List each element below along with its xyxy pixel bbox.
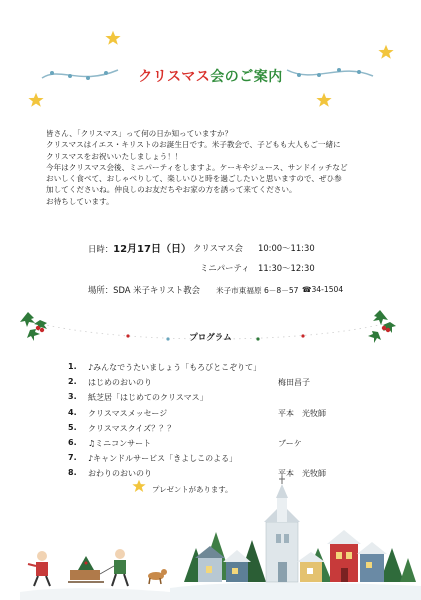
list-item: 6. ♫ミニコンサート ブーケ: [68, 437, 302, 448]
children-sled-icon: [28, 549, 167, 586]
holly-garland-icon: [18, 306, 408, 350]
event2-time: 11:30～12:30: [258, 263, 315, 273]
venue-phone: ☎34-1504: [302, 285, 344, 294]
star-icon: [28, 92, 44, 108]
star-icon: [105, 30, 121, 46]
intro-line: おいしく食べて、おしゃべりして、楽しいひと時を過ごしたいと思いますので、ぜひ参: [46, 174, 342, 184]
event2-name: ミニパーティ: [200, 263, 250, 273]
list-item: 4. クリスマスメッセージ 平本 光牧師: [68, 407, 326, 418]
venue-name: SDA 米子キリスト教会: [113, 285, 200, 295]
list-item: 8. おわりのおいのり 平本 光牧師: [68, 468, 326, 479]
program-list: [68, 362, 358, 484]
intro-text: [46, 128, 386, 207]
program-title: プログラム: [189, 333, 232, 343]
star-icon: [378, 44, 394, 60]
date-row: [88, 240, 191, 255]
intro-line: 今年はクリスマス会後、ミニパーティをしますよ。ケーキやジュース、サンドイッチなど: [46, 162, 348, 172]
list-item: 5. クリスマスクイズ？？？: [68, 422, 176, 433]
event-date: 12月17日（日）: [113, 244, 191, 255]
venue-label: 場所：: [88, 285, 114, 295]
venue-address: 米子市東福原 6－8－57: [216, 286, 299, 295]
list-item: 2. はじめのおいのり 梅田昌子: [68, 377, 310, 388]
winter-village-illustration: [0, 470, 421, 600]
intro-line: クリスマスはイエス・キリストのお誕生日です。米子教会で、子どもも大人もご一緒に: [46, 140, 341, 150]
event1-time: 10:00～11:30: [258, 243, 315, 253]
intro-line: クリスマスをお祝いいたしましょう！！: [46, 151, 183, 161]
present-note: プレゼントがあります。: [152, 485, 233, 494]
event1-name: クリスマス会: [193, 243, 243, 253]
date-label: 日時：: [88, 244, 114, 254]
venue-row: [88, 284, 200, 296]
intro-line: 皆さん、「クリスマス」って何の日か知っていますか？: [46, 129, 233, 138]
list-item: 1. ♪みんなでうたいましょう「もろびとこぞりて」: [68, 362, 262, 372]
page-title: クリスマス会のご案内: [138, 69, 283, 85]
intro-line: お待ちしています。: [46, 196, 114, 206]
church-icon: [264, 476, 300, 582]
list-item: 3. 紙芝居「はじめてのクリスマス」: [68, 392, 208, 403]
intro-line: 加してくださいね。仲良しのお友だちやお家の方を誘って来てください。: [46, 185, 297, 195]
star-icon: [316, 92, 332, 108]
list-item: 7. ♪キャンドルサービス「きよしこのよる」: [68, 453, 238, 464]
